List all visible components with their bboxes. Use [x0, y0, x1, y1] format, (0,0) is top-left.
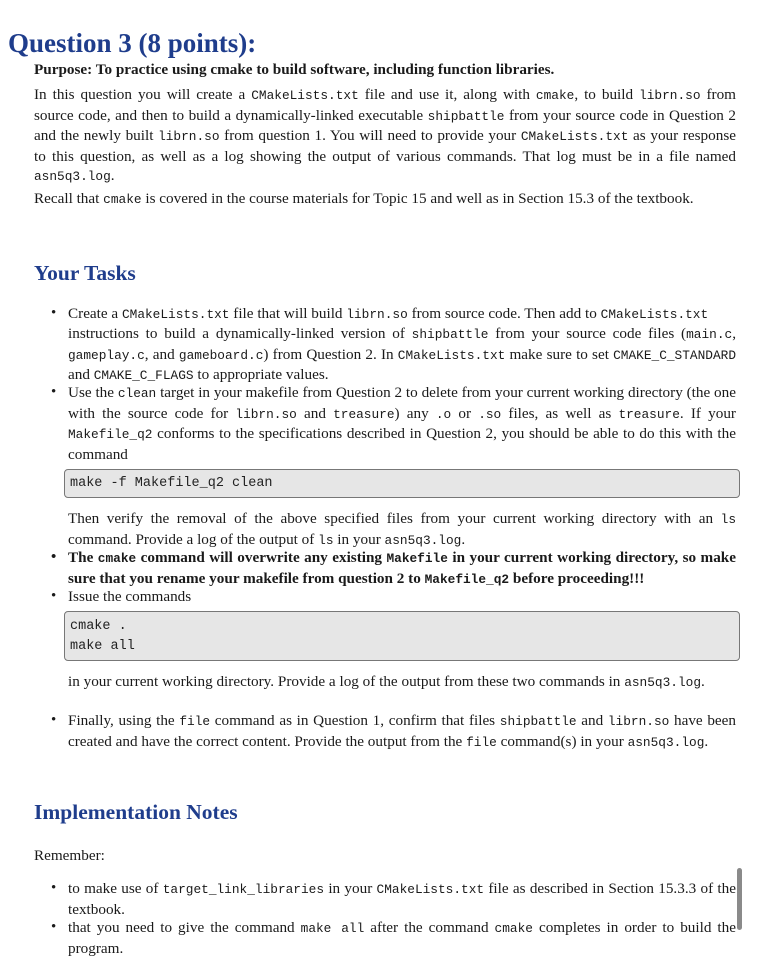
inline-code: librn.so: [607, 714, 670, 729]
text-run: to make use of: [68, 880, 163, 897]
inline-code: ls: [318, 532, 334, 548]
inline-code: .o: [435, 406, 452, 422]
inline-code: CMAKE_C_FLAGS: [93, 368, 194, 384]
inline-code: asn5q3.log: [627, 734, 705, 750]
task-1-continued: [68, 324, 736, 386]
text-run: Create a: [68, 305, 122, 322]
question-title: Question 3 (8 points):: [8, 28, 257, 58]
inline-code: treasure: [333, 406, 395, 422]
text-run: Issue the commands: [68, 588, 192, 605]
inline-code: librn.so: [639, 88, 701, 103]
purpose-statement: Purpose: To practice using cmake to build software, including function libraries.: [34, 61, 555, 78]
text-run: as your response to this question, as well as a log showing the output of various commands. That log must be in a file named: [34, 127, 736, 165]
text-run: before proceeding!!!: [509, 569, 645, 587]
inline-code: make all: [300, 921, 365, 936]
vertical-scrollbar[interactable]: [737, 868, 742, 930]
text-run: and: [68, 366, 94, 384]
inline-code: asn5q3.log: [34, 169, 111, 185]
inline-code: librn.so: [158, 129, 220, 145]
inline-code: CMakeLists.txt: [376, 882, 485, 897]
inline-code: cmake: [535, 88, 575, 103]
text-run: make sure to set: [505, 345, 614, 363]
bullet-icon: •: [51, 919, 57, 935]
text-run: . If your: [679, 404, 736, 422]
text-run: .: [701, 673, 705, 690]
task-item-5: [51, 711, 737, 752]
task-item-4: [51, 587, 736, 607]
code-line: make -f Makefile_q2 clean: [70, 476, 273, 491]
task-2-continued: [68, 509, 736, 550]
text-run: files, as well as: [501, 404, 619, 422]
task-4-text: [68, 588, 191, 605]
text-run: in your current working directory, so make sure that you rename your makefile from question 2 to: [68, 549, 736, 587]
note-item-1: [51, 879, 736, 919]
text-run: that you need to give the command: [68, 919, 301, 936]
bullet-icon: •: [51, 880, 57, 896]
bullet-icon: •: [51, 384, 57, 400]
text-run: from your source code files (: [488, 325, 687, 342]
inline-code: librn.so: [346, 307, 408, 322]
bullet-icon: •: [51, 549, 57, 565]
intro-paragraph: [34, 85, 736, 187]
inline-code: gameplay.c: [68, 347, 145, 363]
text-run: from your source code in Question 2 and the newly built: [34, 106, 737, 145]
text-run: .: [704, 732, 709, 750]
inline-code: main.c: [686, 327, 733, 342]
text-run: conforms to the specifications described in Question 2, you should be able to do this with the command: [68, 425, 736, 463]
text-run: completes in order to build the program.: [68, 919, 736, 957]
text-run: ) from Question 2. In: [263, 345, 398, 363]
text-run: in your: [333, 530, 385, 548]
text-run: in your current working directory. Provide a log of the output from these two commands in: [68, 673, 625, 690]
code-block-clean: [64, 469, 740, 498]
text-run: Finally, using the: [68, 712, 180, 729]
inline-code: treasure: [618, 406, 680, 422]
inline-code: CMakeLists.txt: [520, 129, 629, 145]
text-run: file and use it, along with: [358, 86, 536, 103]
text-run: and: [296, 404, 334, 422]
task-item-3-warning: [51, 548, 736, 589]
text-run: after the command: [364, 919, 495, 936]
text-run: to appropriate values.: [193, 366, 329, 384]
text-run: in your: [324, 880, 377, 897]
text-run: command will overwrite any existing: [136, 549, 387, 566]
inline-code: file: [466, 734, 497, 750]
text-run: Then verify the removal of the above specified files from your current working directory with an: [68, 510, 721, 527]
inline-code: CMakeLists.txt: [251, 88, 359, 103]
text-run: Recall that: [34, 190, 104, 207]
inline-code: cmake: [494, 921, 533, 936]
inline-code: Makefile_q2: [424, 571, 510, 587]
inline-code: CMakeLists.txt: [600, 307, 709, 322]
text-run: file that will build: [229, 305, 347, 322]
text-run: Use the: [68, 384, 118, 401]
inline-code: file: [179, 714, 211, 729]
inline-code: cmake: [103, 192, 142, 207]
remember-label: Remember:: [34, 847, 105, 864]
text-run: , to build: [574, 86, 640, 103]
task-4-continued: [68, 672, 736, 693]
task-3-text: [68, 549, 736, 587]
note-2-text: [68, 919, 736, 957]
bullet-icon: •: [51, 712, 57, 728]
text-run: The: [68, 549, 98, 566]
text-run: target in your makefile from Question 2 to delete from your current working directory (the one with the source code for: [68, 384, 736, 422]
task-item-2: [51, 383, 736, 464]
inline-code: target_link_libraries: [162, 882, 325, 897]
inline-code: shipbattle: [427, 108, 505, 124]
inline-code: Makefile_q2: [68, 427, 153, 443]
note-item-2: [51, 918, 736, 958]
text-run: , and: [144, 345, 179, 363]
bullet-icon: •: [51, 588, 57, 604]
text-run: .: [110, 167, 115, 185]
inline-code: clean: [117, 386, 157, 401]
text-run: command as in Question 1, confirm that files: [210, 712, 500, 729]
inline-code: shipbattle: [411, 327, 489, 342]
text-run: and: [576, 712, 608, 729]
bullet-icon: •: [51, 305, 57, 321]
note-1-text: [68, 880, 736, 918]
text-run: from source code. Then add to: [407, 305, 601, 322]
inline-code: shipbattle: [499, 714, 577, 729]
task-5-text: [68, 712, 736, 750]
inline-code: librn.so: [235, 406, 297, 422]
code-line: make all: [70, 639, 135, 654]
inline-code: CMakeLists.txt: [397, 347, 506, 363]
text-run: from question 1. You will need to provide your: [219, 127, 521, 145]
code-block-cmake: [64, 611, 740, 661]
text-run: In this question you will create a: [34, 86, 252, 103]
text-run: ,: [732, 325, 736, 342]
text-run: command. Provide a log of the output of: [68, 530, 319, 548]
inline-code: asn5q3.log: [624, 675, 701, 690]
text-run: .: [461, 530, 466, 548]
tasks-heading: Your Tasks: [34, 261, 136, 285]
code-line: cmake .: [70, 619, 127, 634]
inline-code: cmake: [97, 551, 137, 566]
text-run: command(s) in your: [496, 732, 628, 750]
text-run: from source code, and then to build a dynamically-linked executable: [34, 86, 736, 124]
text-run: ) any: [394, 404, 436, 422]
inline-code: Makefile: [386, 551, 448, 566]
text-run: is covered in the course materials for Topic 15 and well as in Section 15.3 of the textbook.: [141, 190, 694, 207]
text-run: instructions to build a dynamically-linked version of: [68, 325, 412, 342]
task-1-text: [68, 305, 708, 322]
inline-code: CMakeLists.txt: [121, 307, 230, 322]
text-run: have been created and have the correct content. Provide the output from the: [68, 712, 737, 750]
task-2-text: [68, 384, 736, 463]
inline-code: CMAKE_C_STANDARD: [613, 347, 736, 363]
implementation-notes-heading: Implementation Notes: [34, 800, 238, 824]
inline-code: .so: [478, 406, 502, 422]
inline-code: ls: [720, 512, 736, 527]
inline-code: gameboard.c: [178, 347, 264, 363]
text-run: file as described in Section 15.3.3 of the textbook.: [68, 880, 736, 918]
recall-paragraph: [34, 189, 736, 210]
text-run: or: [451, 404, 479, 422]
inline-code: asn5q3.log: [384, 532, 462, 548]
task-item-1: [51, 304, 758, 325]
